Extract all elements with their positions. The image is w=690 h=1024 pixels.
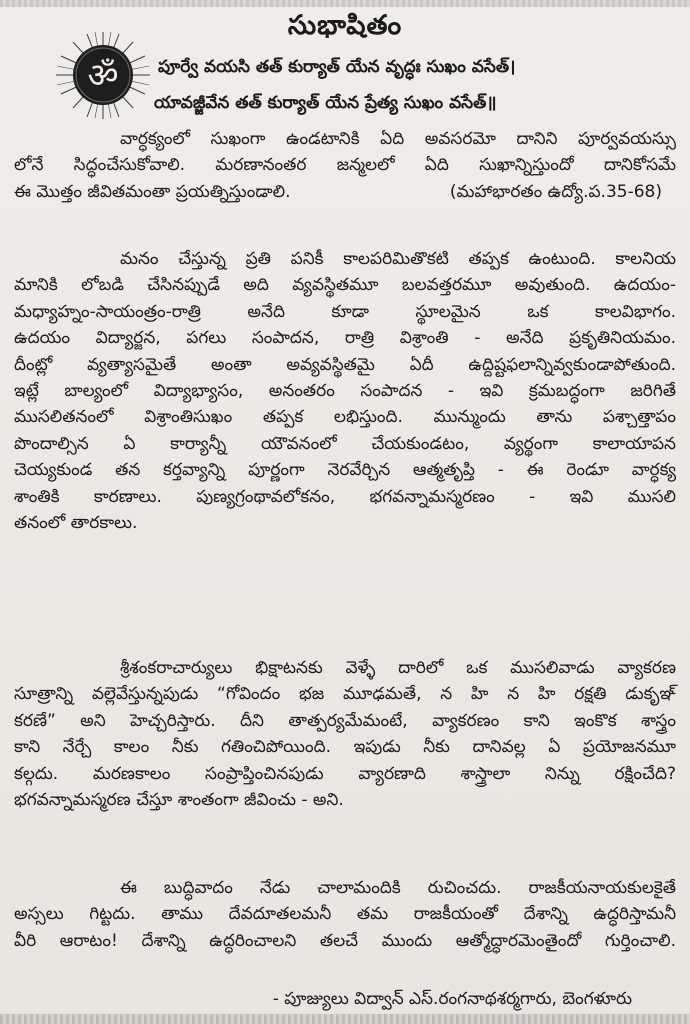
text-line: వార్ధక్యంలో సుఖంగా ఉండటానికి ఏది అవసరమో దానిని పూర్వవయస్సు: [120, 129, 676, 149]
text-line: ఇట్లే బాల్యంలో విద్యాభ్యాసం, అనంతరం సంపాదన - ఇవి క్రమబద్ధంగా జరిగితే: [14, 380, 676, 401]
text-line-content: ఈ మొత్తం జీవితమంతా ప్రయత్నిస్తుండాలి.: [14, 181, 291, 202]
text-line: తనంలో తారకాలు.: [14, 512, 138, 533]
text-line: మధ్యాహ్నం-సాయంత్రం-రాత్రి అనేది కూడా స్థూలమైన ఒక కాలవిభాగం.: [14, 301, 676, 322]
text-line: మనం చేస్తున్న ప్రతి పనికీ కాలపరిమితొకటి తప్పక ఉంటుంది. కాలనియ: [120, 249, 676, 269]
text-line: మానికి లోబడి చేసినప్పుడే అది వ్యవస్థితమూ బలవత్తరమూ అవుతుంది. ఉదయం-: [14, 275, 676, 296]
text-line: పొందాల్సిన ఏ కార్యాన్నీ యౌవనంలో చేయకుండటం, వ్యర్థంగా కాలాయాపన: [14, 433, 676, 454]
source-reference: (మహాభారతం ఉద్యో.ప.35-68): [449, 181, 662, 202]
shloka-line-2: యావజ్జీవేన తత్ కుర్యాత్ యేన ప్రేత్య సుఖం వసేత్॥: [154, 93, 497, 113]
text-line: చెయ్యకుండ తన కర్తవ్యాన్ని పూర్ణంగా నెరవేర్చిన ఆత్మతృప్తి - ఈ రెండూ వార్ధక్య: [14, 460, 676, 481]
text-line: భగవన్నామస్మరణ చేస్తూ శాంతంగా జీవించు - అని.: [14, 789, 344, 810]
text-line: శ్రీశంకరాచార్యులు భిక్షాటనకు వెళ్ళే దారిలో ఒక ముసలివాడు వ్యాకరణ: [120, 658, 676, 678]
text-line: సూత్రాన్ని వల్లెవేస్తున్నపుడు “గోవిందం భజ మూఢమతే, న హి న హి రక్షతి డుకృఞ్: [14, 684, 676, 705]
paragraph-1: [14, 126, 676, 205]
text-line: కరణే” అని హెచ్చరిస్తారు. దీని తాత్పర్యమేమంటే, వ్యాకరణం కాని ఇంకొక శాస్త్రం: [14, 710, 676, 731]
om-icon: [55, 30, 151, 120]
text-line: వీరి ఆరాటం! దేశాన్ని ఉద్ధరించాలని తలచే ముందు ఆత్మోద్ధారమెంతైందో గుర్తించాలి.: [14, 930, 676, 951]
bottom-edge: [0, 1014, 690, 1024]
text-line: శాంతికి కారణాలు. పుణ్యగ్రంథావలోకనం, భగవన్నామస్మరణం - ఇవి ముసలి: [14, 486, 676, 507]
author-signature: - పూజ్యులు విద్వాన్ ఎస్.రంగనాథశర్మగారు, బెంగళూరు: [272, 989, 632, 1009]
shloka-line-1: పూర్వే వయసి తత్ కుర్యాత్ యేన వృద్ధః సుఖం వసేత్।: [158, 57, 516, 77]
page-title: సుభాషితం: [287, 10, 403, 41]
text-line: అస్సలు గిట్టదు. తాము దేవదూతలమనీ తమ రాజకీయంతో దేశాన్ని ఉద్ధరిస్తామనీ: [14, 904, 676, 925]
om-glyph: ॐ: [87, 56, 119, 96]
text-line: ముసలితనంలో విశ్రాంతిసుఖం తప్పక లభిస్తుంది. మున్ముందు తాను పశ్చాత్తాపం: [14, 407, 676, 428]
text-line: లోనే సిద్ధంచేసుకోవాలి. మరణానంతర జన్మలలో ఏది సుఖాన్నిస్తుందో దానికోసమే: [14, 155, 676, 176]
text-line: కాని నేర్చే కాలం నీకు గతించిపోయింది. ఇపుడు నీకు దానివల్ల ఏ ప్రయోజనమూ: [14, 737, 676, 758]
text-line: ఈ బుద్ధివాదం నేడు చాలామందికి రుచించదు. రాజకీయనాయకులకైతే: [120, 878, 676, 898]
paragraph-3: [14, 655, 676, 813]
paragraph-2: [14, 246, 676, 536]
paragraph-4: [14, 875, 676, 954]
text-line: కల్గదు. మరణకాలం సంప్రాప్తించినపుడు వ్యారణాది శాస్త్రాలా నిన్ను రక్షించేది?: [14, 763, 676, 784]
text-line: దీంట్లో వ్యత్యాసమైతే అంతా అవ్యవస్థితమై ఏదీ ఉద్దిష్టఫలాన్నివ్వకుండాపోతుంది.: [14, 354, 676, 375]
text-line: ఉదయం విద్యార్జన, పగలు సంపాదన, రాత్రి విశ్రాంతి - అనేది ప్రకృతినియమం.: [14, 328, 676, 349]
text-line: [14, 179, 676, 205]
top-edge: [0, 0, 690, 7]
